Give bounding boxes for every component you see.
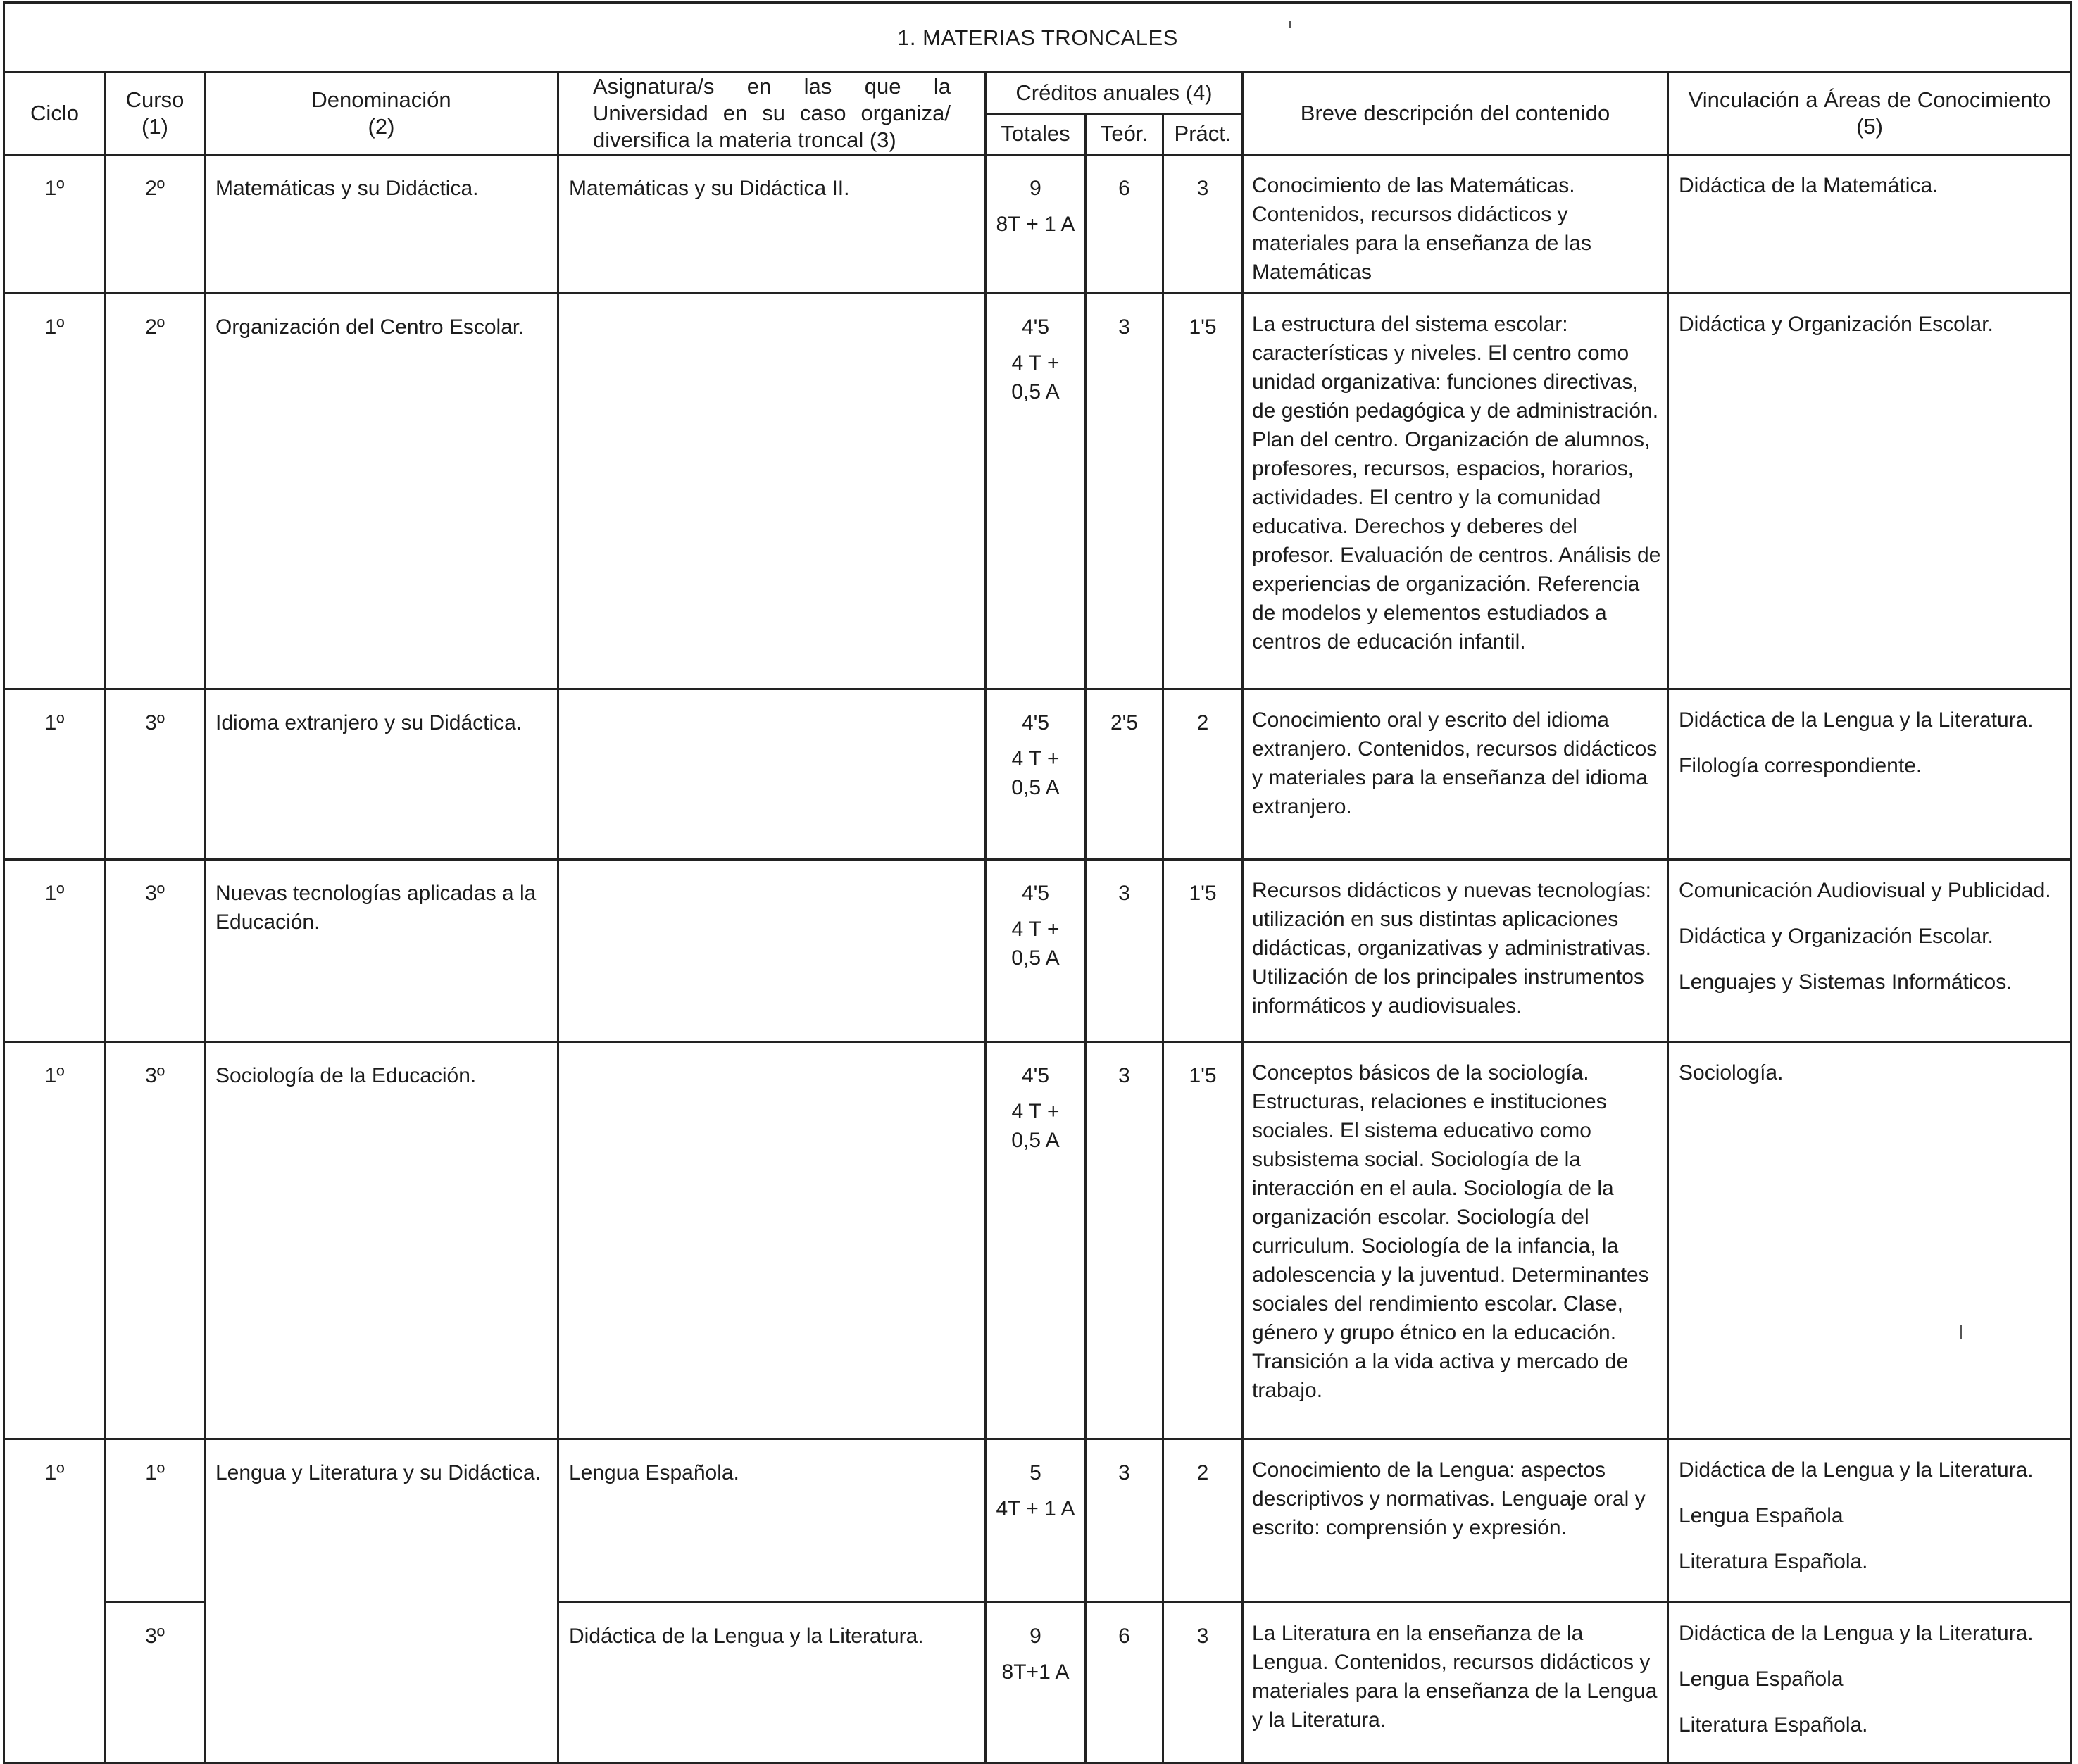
cell-curso: 3º (106, 860, 205, 1042)
totales-value: 4'5 (1021, 315, 1050, 339)
area-item: Literatura Española. (1679, 1713, 1868, 1737)
cell-areas (1668, 860, 2072, 1042)
header-creditos: Créditos anuales (4) (986, 73, 1243, 114)
cell-curso: 3º (106, 1603, 205, 1763)
header-ciclo: Ciclo (4, 73, 106, 155)
scan-mark (1960, 1325, 1962, 1339)
table-row (4, 1042, 2072, 1439)
table-row (4, 860, 2072, 1042)
cell-curso: 2º (106, 155, 205, 294)
cell-curso: 1º (106, 1439, 205, 1603)
cell-asignatura: Matemáticas y su Didáctica II. (558, 155, 986, 294)
cell-descripcion: Conocimiento de las Matemáticas. Contenidos, recursos didácticos y materiales para la enseñanza de las Matemáticas (1243, 155, 1668, 294)
area-item: Didáctica de la Lengua y la Literatura. (1679, 708, 2034, 732)
cell-descripcion: Conceptos básicos de la sociología. Estructuras, relaciones e instituciones sociales. El sistema educativo como subsistema social. Sociología de la interacción en el aula. Sociología de la organización escolar. Sociología del curriculum. Sociología de la infancia, la adolescencia y la juventud. Determinantes sociales del rendimiento escolar. Clase, género y grupo étnico en la educación. Transición a la vida activa y mercado de trabajo. (1243, 1042, 1668, 1439)
header-denominacion-label: Denominación (311, 87, 451, 112)
header-curso-label: Curso (125, 87, 184, 112)
totales-detail: 4 T + 0,5 A (1011, 1100, 1060, 1152)
header-vinculacion-note: (5) (1856, 114, 1883, 139)
materias-troncales-table (3, 1, 2072, 1764)
cell-ciclo: 1º (4, 294, 106, 689)
area-item: Filología correspondiente. (1679, 754, 1922, 777)
header-pract: Práct. (1163, 113, 1243, 155)
cell-asignatura (558, 1042, 986, 1439)
cell-asignatura (558, 689, 986, 860)
area-item: Lenguajes y Sistemas Informáticos. (1679, 970, 2013, 994)
header-curso (106, 73, 205, 155)
header-teor: Teór. (1086, 113, 1163, 155)
cell-areas (1668, 294, 2072, 689)
area-item: Lengua Española (1679, 1504, 1844, 1527)
cell-ciclo: 1º (4, 155, 106, 294)
cell-denominacion: Organización del Centro Escolar. (205, 294, 558, 689)
totales-value: 4'5 (1021, 1064, 1050, 1087)
cell-pract: 3 (1163, 1603, 1243, 1763)
cell-areas (1668, 689, 2072, 860)
header-denominacion-note: (2) (368, 114, 395, 139)
table-row (4, 689, 2072, 860)
totales-detail: 4 T + 0,5 A (1011, 351, 1060, 404)
area-item: Didáctica de la Matemática. (1679, 174, 1939, 197)
document-page (3, 1, 2070, 1737)
cell-ciclo: 1º (4, 689, 106, 860)
cell-teor: 3 (1086, 1439, 1163, 1603)
totales-value: 9 (1029, 177, 1041, 200)
cell-teor: 3 (1086, 294, 1163, 689)
cell-areas (1668, 155, 2072, 294)
header-denominacion (205, 73, 558, 155)
cell-descripcion: Recursos didácticos y nuevas tecnologías: utilización en sus distintas aplicaciones didácticas, organizativas y administrativas. Utilización de los principales instrumentos informáticos y audiovisuales. (1243, 860, 1668, 1042)
cell-descripcion: La Literatura en la enseñanza de la Lengua. Contenidos, recursos didácticos y materiales para la enseñanza de la Lengua y la Literatura. (1243, 1603, 1668, 1763)
cell-totales (986, 689, 1086, 860)
cell-teor: 3 (1086, 1042, 1163, 1439)
table-row (4, 155, 2072, 294)
area-item: Didáctica de la Lengua y la Literatura. (1679, 1622, 2034, 1645)
cell-totales (986, 155, 1086, 294)
cell-descripcion: Conocimiento de la Lengua: aspectos descriptivos y normativas. Lenguaje oral y escrito: comprensión y expresión. (1243, 1439, 1668, 1603)
cell-asignatura: Lengua Española. (558, 1439, 986, 1603)
totales-value: 4'5 (1021, 711, 1050, 734)
header-vinculacion-label: Vinculación a Áreas de Conocimiento (1688, 87, 2051, 112)
cell-denominacion: Nuevas tecnologías aplicadas a la Educación. (205, 860, 558, 1042)
cell-denominacion: Sociología de la Educación. (205, 1042, 558, 1439)
cell-pract: 2 (1163, 689, 1243, 860)
cell-pract: 1'5 (1163, 294, 1243, 689)
cell-curso: 3º (106, 1042, 205, 1439)
totales-detail: 8T + 1 A (996, 213, 1075, 236)
header-curso-note: (1) (142, 114, 168, 139)
cell-asignatura (558, 294, 986, 689)
totales-detail: 8T+1 A (1001, 1660, 1070, 1684)
header-descripcion: Breve descripción del contenido (1243, 73, 1668, 155)
totales-detail: 4 T + 0,5 A (1011, 747, 1060, 799)
cell-totales (986, 860, 1086, 1042)
totales-value: 9 (1029, 1625, 1041, 1648)
cell-asignatura: Didáctica de la Lengua y la Literatura. (558, 1603, 986, 1763)
area-item: Didáctica de la Lengua y la Literatura. (1679, 1458, 2034, 1482)
area-item: Sociología. (1679, 1061, 1784, 1084)
cell-pract: 1'5 (1163, 860, 1243, 1042)
cell-denominacion: Matemáticas y su Didáctica. (205, 155, 558, 294)
totales-detail: 4T + 1 A (996, 1497, 1075, 1520)
area-item: Didáctica y Organización Escolar. (1679, 313, 1993, 336)
cell-areas (1668, 1439, 2072, 1603)
cell-descripcion: La estructura del sistema escolar: características y niveles. El centro como unidad organizativa: funciones directivas, de gestión pedagógica y de administración. Plan del centro. Organización de alumnos, profesores, recursos, espacios, horarios, actividades. El centro y la comunidad educativa. Derechos y deberes del profesor. Evaluación de centros. Análisis de experiencias de organización. Referencia de modelos y elementos estudiados a centros de educación infantil. (1243, 294, 1668, 689)
cell-teor: 3 (1086, 860, 1163, 1042)
cell-denominacion: Lengua y Literatura y su Didáctica. (205, 1439, 558, 1763)
cell-totales (986, 1603, 1086, 1763)
area-item: Comunicación Audiovisual y Publicidad. (1679, 879, 2051, 902)
table-row (4, 294, 2072, 689)
cell-areas (1668, 1603, 2072, 1763)
cell-totales (986, 1439, 1086, 1603)
area-item: Lengua Española (1679, 1668, 1844, 1691)
scan-mark (1289, 21, 1291, 28)
cell-descripcion: Conocimiento oral y escrito del idioma extranjero. Contenidos, recursos didácticos y materiales para la enseñanza del idioma extranjero. (1243, 689, 1668, 860)
cell-curso: 3º (106, 689, 205, 860)
header-totales: Totales (986, 113, 1086, 155)
totales-value: 5 (1029, 1461, 1041, 1484)
cell-asignatura (558, 860, 986, 1042)
header-vinculacion (1668, 73, 2072, 155)
cell-ciclo: 1º (4, 1042, 106, 1439)
table-row (4, 1439, 2072, 1603)
totales-value: 4'5 (1021, 882, 1050, 905)
cell-teor: 6 (1086, 155, 1163, 294)
cell-teor: 6 (1086, 1603, 1163, 1763)
header-asignaturas: Asignatura/s en las que la Universidad en su caso organiza/ diversifica la materia troncal (3) (558, 73, 986, 155)
cell-ciclo: 1º (4, 1439, 106, 1763)
cell-curso: 2º (106, 294, 205, 689)
totales-detail: 4 T + 0,5 A (1011, 918, 1060, 970)
cell-pract: 1'5 (1163, 1042, 1243, 1439)
cell-areas (1668, 1042, 2072, 1439)
cell-ciclo: 1º (4, 860, 106, 1042)
cell-pract: 2 (1163, 1439, 1243, 1603)
table-title: 1. MATERIAS TRONCALES (4, 3, 2072, 73)
cell-pract: 3 (1163, 155, 1243, 294)
area-item: Literatura Española. (1679, 1550, 1868, 1573)
cell-denominacion: Idioma extranjero y su Didáctica. (205, 689, 558, 860)
area-item: Didáctica y Organización Escolar. (1679, 925, 1993, 948)
cell-totales (986, 294, 1086, 689)
cell-totales (986, 1042, 1086, 1439)
cell-teor: 2'5 (1086, 689, 1163, 860)
